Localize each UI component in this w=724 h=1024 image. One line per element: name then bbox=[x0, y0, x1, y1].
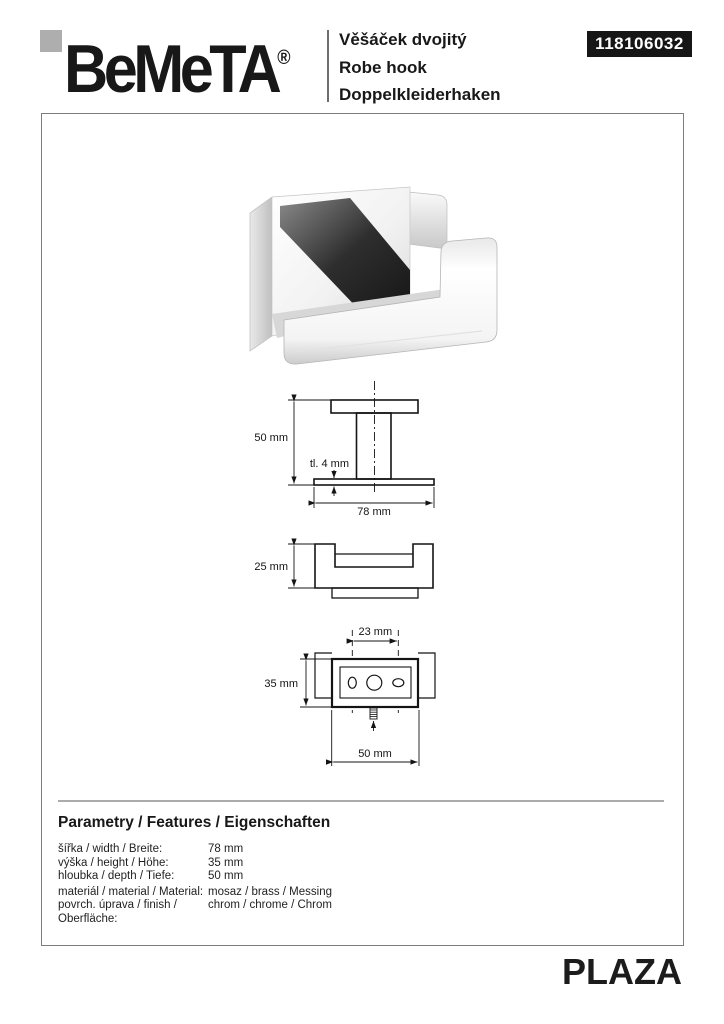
dim-width bbox=[314, 487, 434, 508]
params-heading: Parametry / Features / Eigenschaften bbox=[58, 814, 331, 831]
param-value: 50 mm bbox=[208, 870, 244, 883]
rear-top-view-drawing bbox=[245, 533, 455, 605]
dim-label-height: 50 mm bbox=[254, 432, 288, 444]
param-row bbox=[58, 899, 332, 926]
dim-label-width: 78 mm bbox=[357, 506, 391, 518]
dim-depth bbox=[288, 544, 315, 588]
dim-label-hole-spacing: 23 mm bbox=[358, 626, 393, 638]
param-row bbox=[58, 870, 332, 884]
param-row bbox=[58, 843, 332, 857]
param-label: hloubka / depth / Tiefe: bbox=[58, 870, 175, 883]
product-title-cs: Věšáček dvojitý bbox=[339, 30, 467, 49]
product-code-badge: 118106032 bbox=[587, 31, 692, 57]
side-view-outline bbox=[314, 400, 434, 485]
plate-outline bbox=[332, 659, 418, 707]
param-label: šířka / width / Breite: bbox=[58, 843, 163, 855]
dim-label-width-front: 50 mm bbox=[358, 748, 392, 760]
dim-height bbox=[288, 400, 331, 485]
param-value: mosaz / brass / Messing bbox=[208, 885, 332, 898]
param-label: výška / height / Höhe: bbox=[58, 856, 169, 869]
param-value: 35 mm bbox=[208, 856, 244, 869]
param-row bbox=[58, 857, 332, 871]
brand-logo bbox=[64, 24, 291, 107]
dim-height-front bbox=[300, 659, 332, 707]
product-titles bbox=[339, 26, 501, 109]
front-view-drawing bbox=[245, 620, 475, 772]
brand-square-icon bbox=[40, 30, 62, 52]
param-row bbox=[58, 886, 332, 900]
side-view-drawing bbox=[245, 375, 455, 520]
top-view-outline bbox=[315, 544, 433, 598]
param-value: chrom / chrome / Chrom bbox=[208, 899, 332, 912]
params-divider bbox=[58, 800, 664, 802]
product-title-en: Robe hook bbox=[339, 57, 427, 77]
series-name: PLAZA bbox=[562, 951, 682, 992]
header-divider bbox=[327, 30, 329, 102]
param-label: materiál / material / Material: bbox=[58, 885, 204, 898]
brand-text: BeMeTA bbox=[64, 31, 278, 107]
photo-far-hook bbox=[408, 192, 447, 249]
product-title-de: Doppelkleiderhaken bbox=[339, 85, 501, 104]
product-photo bbox=[245, 175, 505, 370]
grub-screw bbox=[370, 708, 377, 731]
registered-mark-icon: ® bbox=[277, 47, 291, 69]
param-label: povrch. úprava / finish / Oberfläche: bbox=[58, 899, 177, 926]
photo-plate-side-face bbox=[250, 197, 272, 351]
dim-label-depth: 25 mm bbox=[254, 561, 288, 573]
params-table bbox=[58, 843, 332, 927]
dim-label-thickness: tl. 4 mm bbox=[309, 458, 349, 470]
param-value: 78 mm bbox=[208, 843, 244, 855]
dim-label-height-front: 35 mm bbox=[264, 678, 298, 690]
